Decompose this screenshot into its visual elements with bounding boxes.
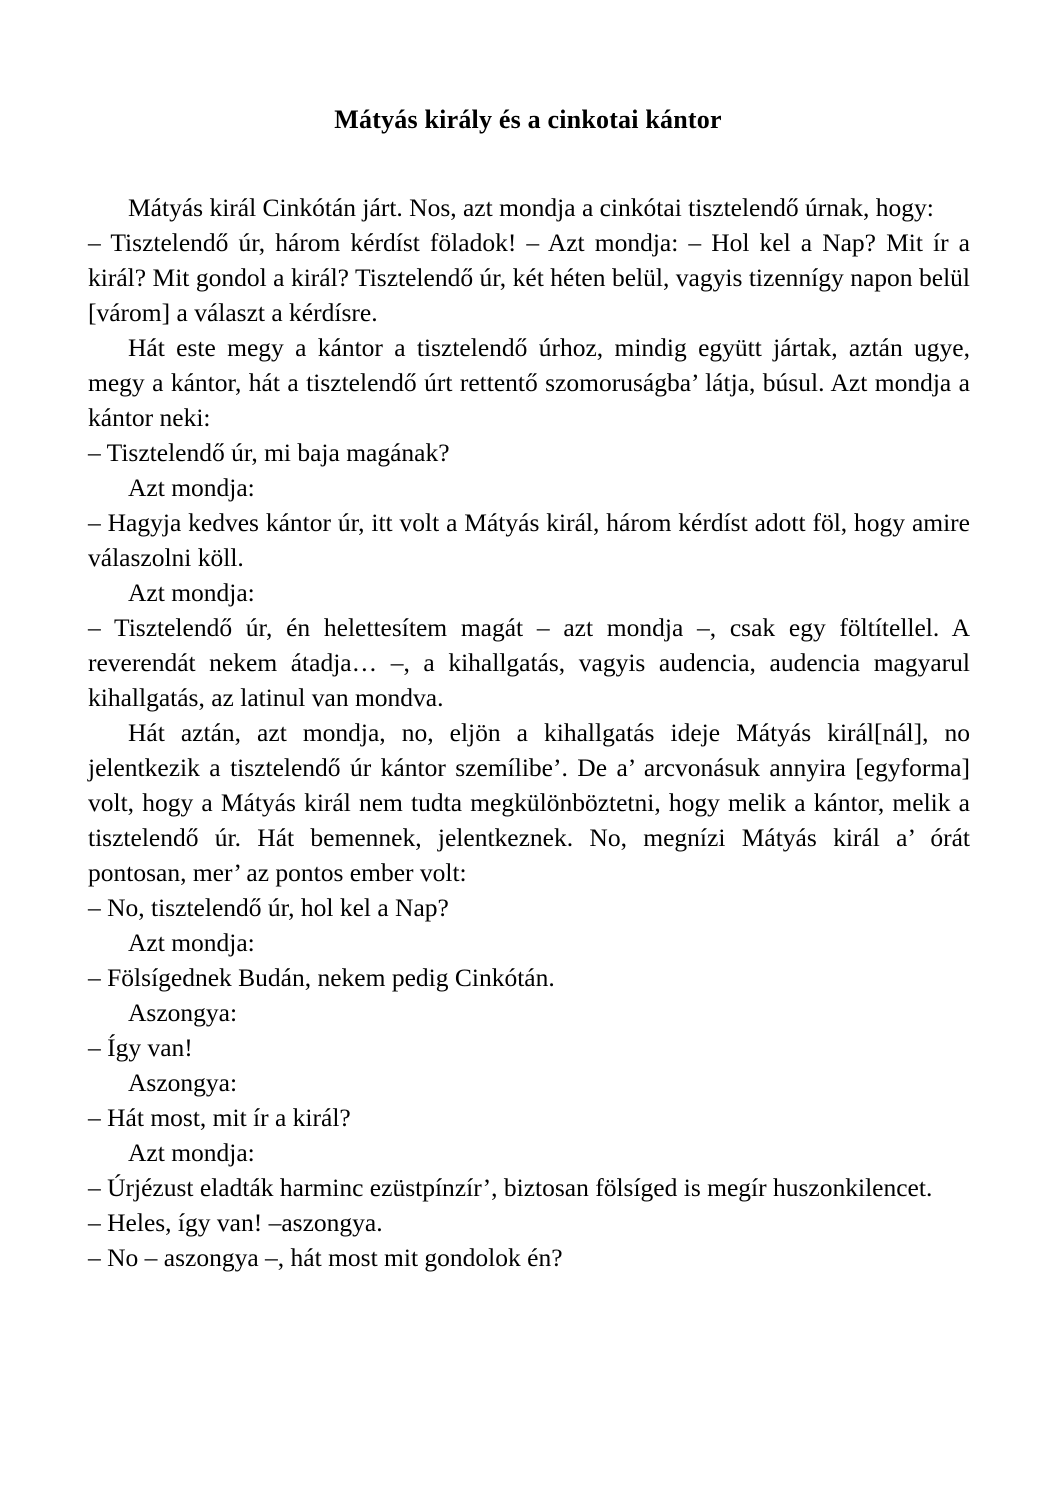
paragraph: Hát este megy a kántor a tisztelendő úrhoz, mindig együtt jártak, aztán ugye, megy a kántor, hát a tisztelendő úrt rettentő szomoruságba’ látja, búsul. Azt mondja a kántor neki: bbox=[88, 333, 970, 432]
dialogue-line: – Úrjézust eladták harminc ezüstpínzír’, biztosan fölsíged is megír huszonkilencet. bbox=[88, 1173, 933, 1202]
dialogue-line: – No, tisztelendő úr, hol kel a Nap? bbox=[88, 893, 449, 922]
paragraph: Azt mondja: bbox=[128, 928, 255, 957]
paragraph: Azt mondja: bbox=[128, 578, 255, 607]
dialogue-line: – Így van! bbox=[88, 1033, 193, 1062]
paragraph: Aszongya: bbox=[128, 998, 238, 1027]
paragraph: Mátyás királ Cinkótán járt. Nos, azt mondja a cinkótai tisztelendő úrnak, hogy: bbox=[128, 193, 934, 222]
paragraph: Azt mondja: bbox=[128, 1138, 255, 1167]
dialogue-line: – No – aszongya –, hát most mit gondolok én? bbox=[88, 1243, 563, 1272]
page-title: Mátyás király és a cinkotai kántor bbox=[334, 105, 722, 135]
dialogue-line: – Fölsígednek Budán, nekem pedig Cinkótán. bbox=[88, 963, 555, 992]
dialogue-line: – Heles, így van! –aszongya. bbox=[88, 1208, 383, 1237]
paragraph: Azt mondja: bbox=[128, 473, 255, 502]
paragraph: Aszongya: bbox=[128, 1068, 238, 1097]
paragraph: Hát aztán, azt mondja, no, eljön a kihallgatás ideje Mátyás királ[nál], no jelentkezik a tisztelendő úr kántor szemílibe’. De a’ arcvonásuk annyira [egyforma] volt, hogy a Mátyás királ nem tudta megkülönböztetni, hogy melik a kántor, melik a tisztelendő úr. Hát bemennek, jelentkeznek. No, megnízi Mátyás királ a’ órát pontosan, mer’ az pontos ember volt: bbox=[88, 718, 970, 887]
dialogue-line: – Tisztelendő úr, három kérdíst föladok! – Azt mondja: – Hol kel a Nap? Mit ír a királ? Mit gondol a királ? Tisztelendő úr, két héten belül, vagyis tizennígy napon belül [várom] a választ a kérdísre. bbox=[88, 228, 970, 327]
document-body bbox=[88, 190, 970, 1275]
dialogue-line: – Hagyja kedves kántor úr, itt volt a Mátyás királ, három kérdíst adott föl, hogy amire válaszolni köll. bbox=[88, 508, 970, 572]
dialogue-line: – Tisztelendő úr, én helettesítem magát – azt mondja –, csak egy föltítellel. A reverendát nekem átadja… –, a kihallgatás, vagyis audencia, audencia magyarul kihallgatás, az latinul van mondva. bbox=[88, 613, 970, 712]
dialogue-line: – Hát most, mit ír a királ? bbox=[88, 1103, 351, 1132]
dialogue-line: – Tisztelendő úr, mi baja magának? bbox=[88, 438, 450, 467]
